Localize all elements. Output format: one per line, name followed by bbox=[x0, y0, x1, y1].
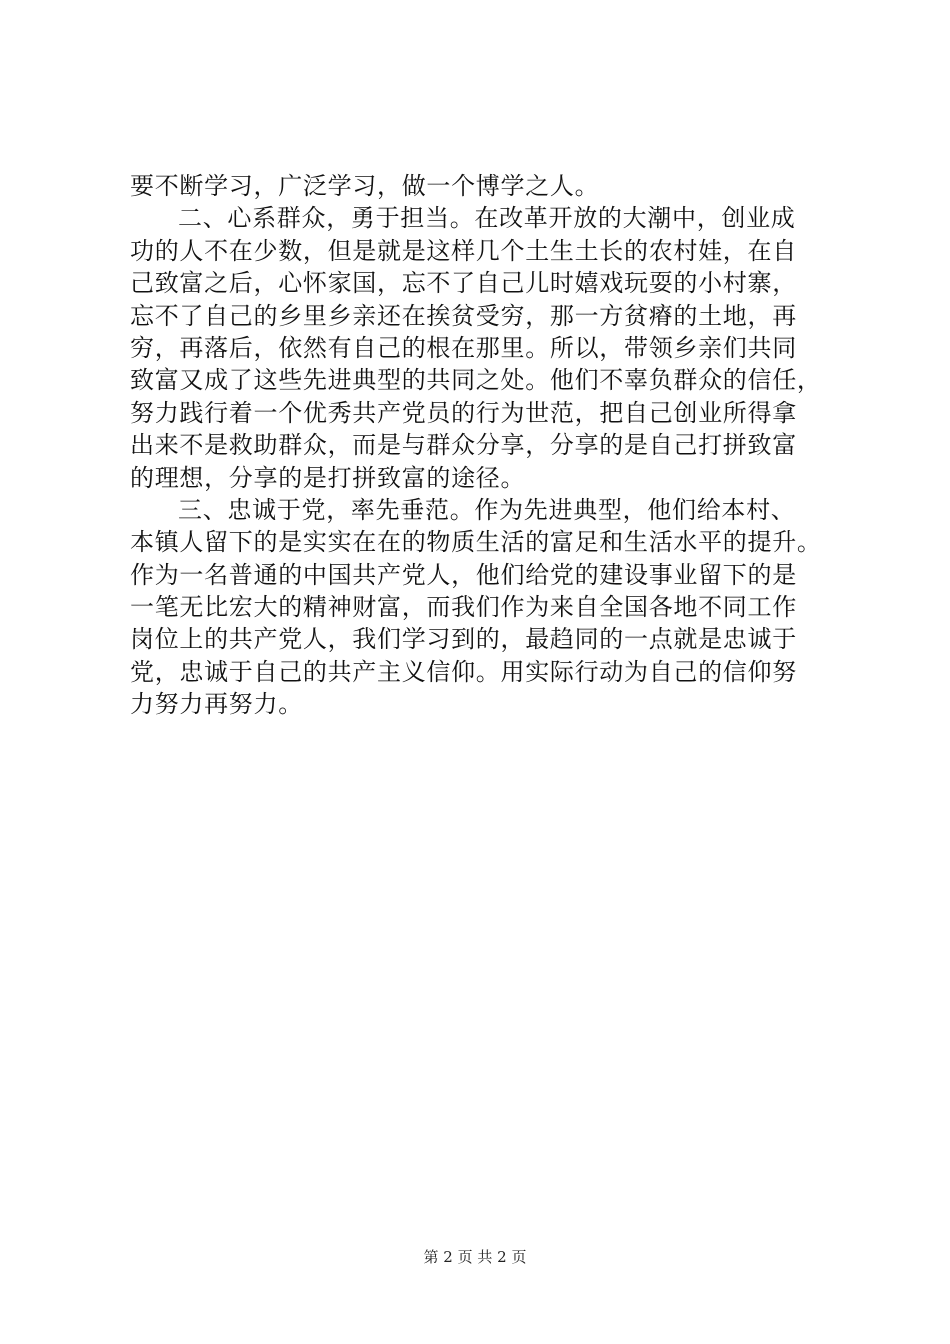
text-line: 出来不是救助群众，而是与群众分享，分享的是自己打拼致富 bbox=[130, 431, 797, 460]
text-line: 要不断学习，广泛学习，做一个博学之人。 bbox=[130, 172, 600, 200]
text-line: 忘不了自己的乡里乡亲还在挨贫受穷，那一方贫瘠的土地，再 bbox=[130, 301, 797, 330]
text-line: 致富又成了这些先进典型的共同之处。他们不辜负群众的信任， bbox=[130, 366, 822, 395]
text-line: 功的人不在少数，但是就是这样几个土生土长的农村娃，在自 bbox=[130, 236, 797, 265]
text-line: 二、心系群众，勇于担当。在改革开放的大潮中，创业成 bbox=[178, 204, 796, 233]
page-number: 第 2 页 共 2 页 bbox=[423, 1248, 527, 1266]
text-line: 的理想，分享的是打拼致富的途径。 bbox=[130, 463, 526, 492]
text-line: 三、忠诚于党，率先垂范。作为先进典型，他们给本村、 bbox=[178, 495, 796, 524]
text-line: 本镇人留下的是实实在在的物质生活的富足和生活水平的提升。 bbox=[130, 528, 822, 557]
text-line: 一笔无比宏大的精神财富，而我们作为来自全国各地不同工作 bbox=[130, 593, 797, 622]
text-line: 穷，再落后，依然有自己的根在那里。所以，带领乡亲们共同 bbox=[130, 333, 797, 362]
text-line: 作为一名普通的中国共产党人，他们给党的建设事业留下的是 bbox=[130, 560, 797, 589]
text-line: 力努力再努力。 bbox=[130, 690, 303, 719]
text-line: 努力践行着一个优秀共产党员的行为世范，把自己创业所得拿 bbox=[130, 398, 797, 427]
document-body bbox=[130, 170, 850, 721]
text-line: 党，忠诚于自己的共产主义信仰。用实际行动为自己的信仰努 bbox=[130, 657, 797, 686]
text-line: 己致富之后，心怀家国，忘不了自己儿时嬉戏玩耍的小村寨， bbox=[130, 269, 797, 298]
text-line: 岗位上的共产党人，我们学习到的，最趋同的一点就是忠诚于 bbox=[130, 625, 797, 654]
